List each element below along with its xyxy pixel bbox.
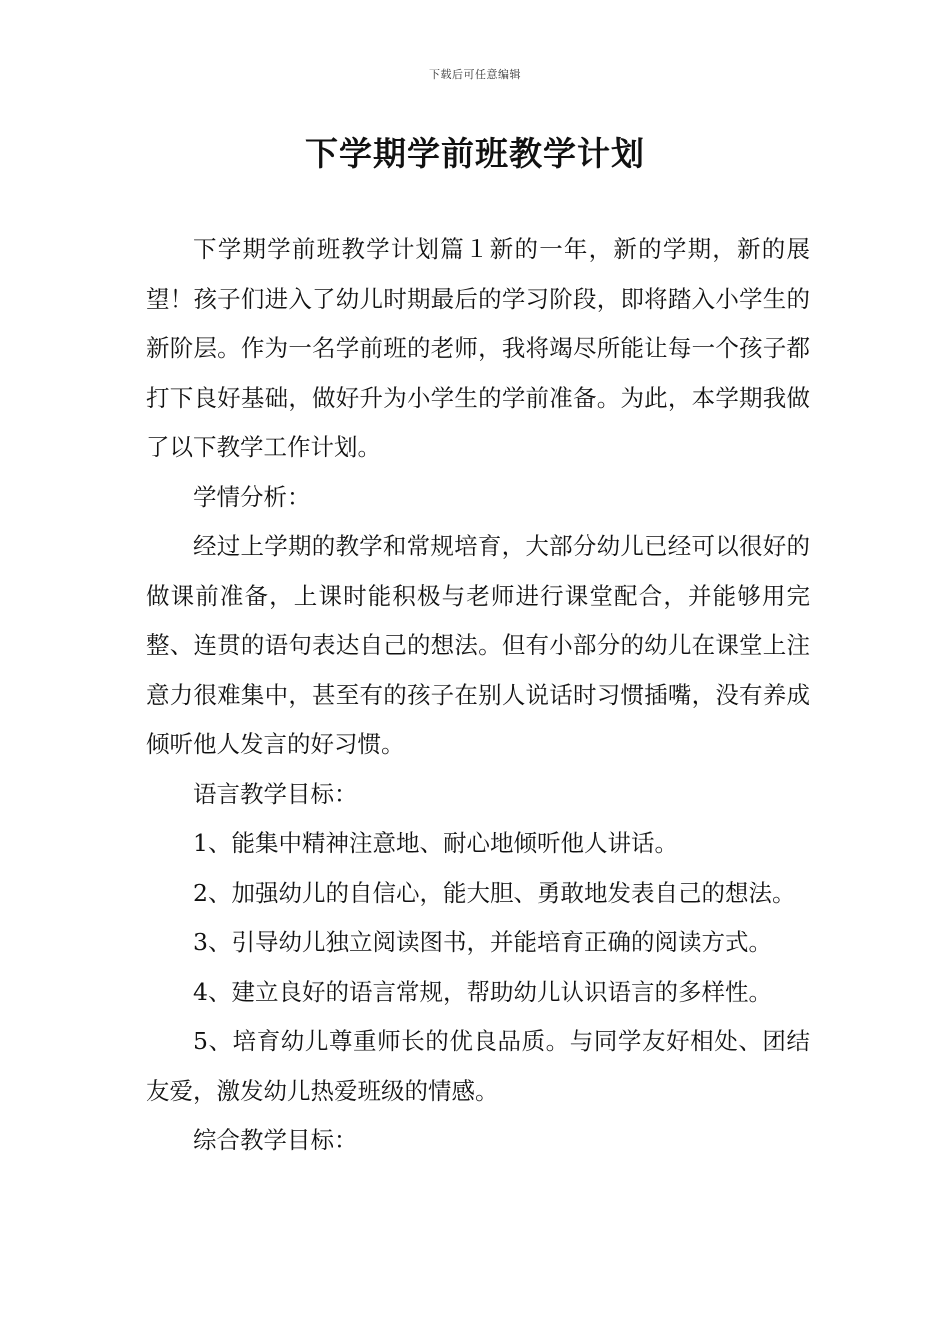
goal-item: 2、加强幼儿的自信心，能大胆、勇敢地发表自己的想法。 [193, 878, 796, 907]
section-heading-language-goals: 语言教学目标： [193, 779, 358, 808]
document-title: 下学期学前班教学计划 [305, 134, 645, 173]
goal-item: 5、培育幼儿尊重师长的优良品质。与同学友好相处、团结友爱，激发幼儿热爱班级的情感。 [146, 1027, 810, 1105]
paragraph-analysis: 经过上学期的教学和常规培育，大部分幼儿已经可以很好的做课前准备，上课时能积极与老师进行课堂配合，并能够用完整、连贯的语句表达自己的想法。但有小部分的幼儿在课堂上注意力很难集中，甚至有的孩子在别人说话时习惯插嘴，没有养成倾听他人发言的好习惯。 [146, 532, 810, 758]
paragraph-intro: 下学期学前班教学计划篇１新的一年，新的学期，新的展望！孩子们进入了幼儿时期最后的学习阶段，即将踏入小学生的新阶层。作为一名学前班的老师，我将竭尽所能让每一个孩子都打下良好基础，做好升为小学生的学前准备。为此，本学期我做了以下教学工作计划。 [146, 235, 810, 461]
section-heading-comprehensive-goals: 综合教学目标： [193, 1126, 358, 1154]
section-heading-analysis: 学情分析： [193, 482, 311, 511]
goal-item: 4、建立良好的语言常规，帮助幼儿认识语言的多样性。 [193, 977, 772, 1006]
goal-item: 1、能集中精神注意地、耐心地倾听他人讲话。 [193, 829, 678, 857]
document-body [146, 225, 810, 1166]
goal-item: 3、引导幼儿独立阅读图书，并能培育正确的阅读方式。 [193, 928, 772, 956]
header-note: 下载后可任意编辑 [429, 68, 521, 81]
